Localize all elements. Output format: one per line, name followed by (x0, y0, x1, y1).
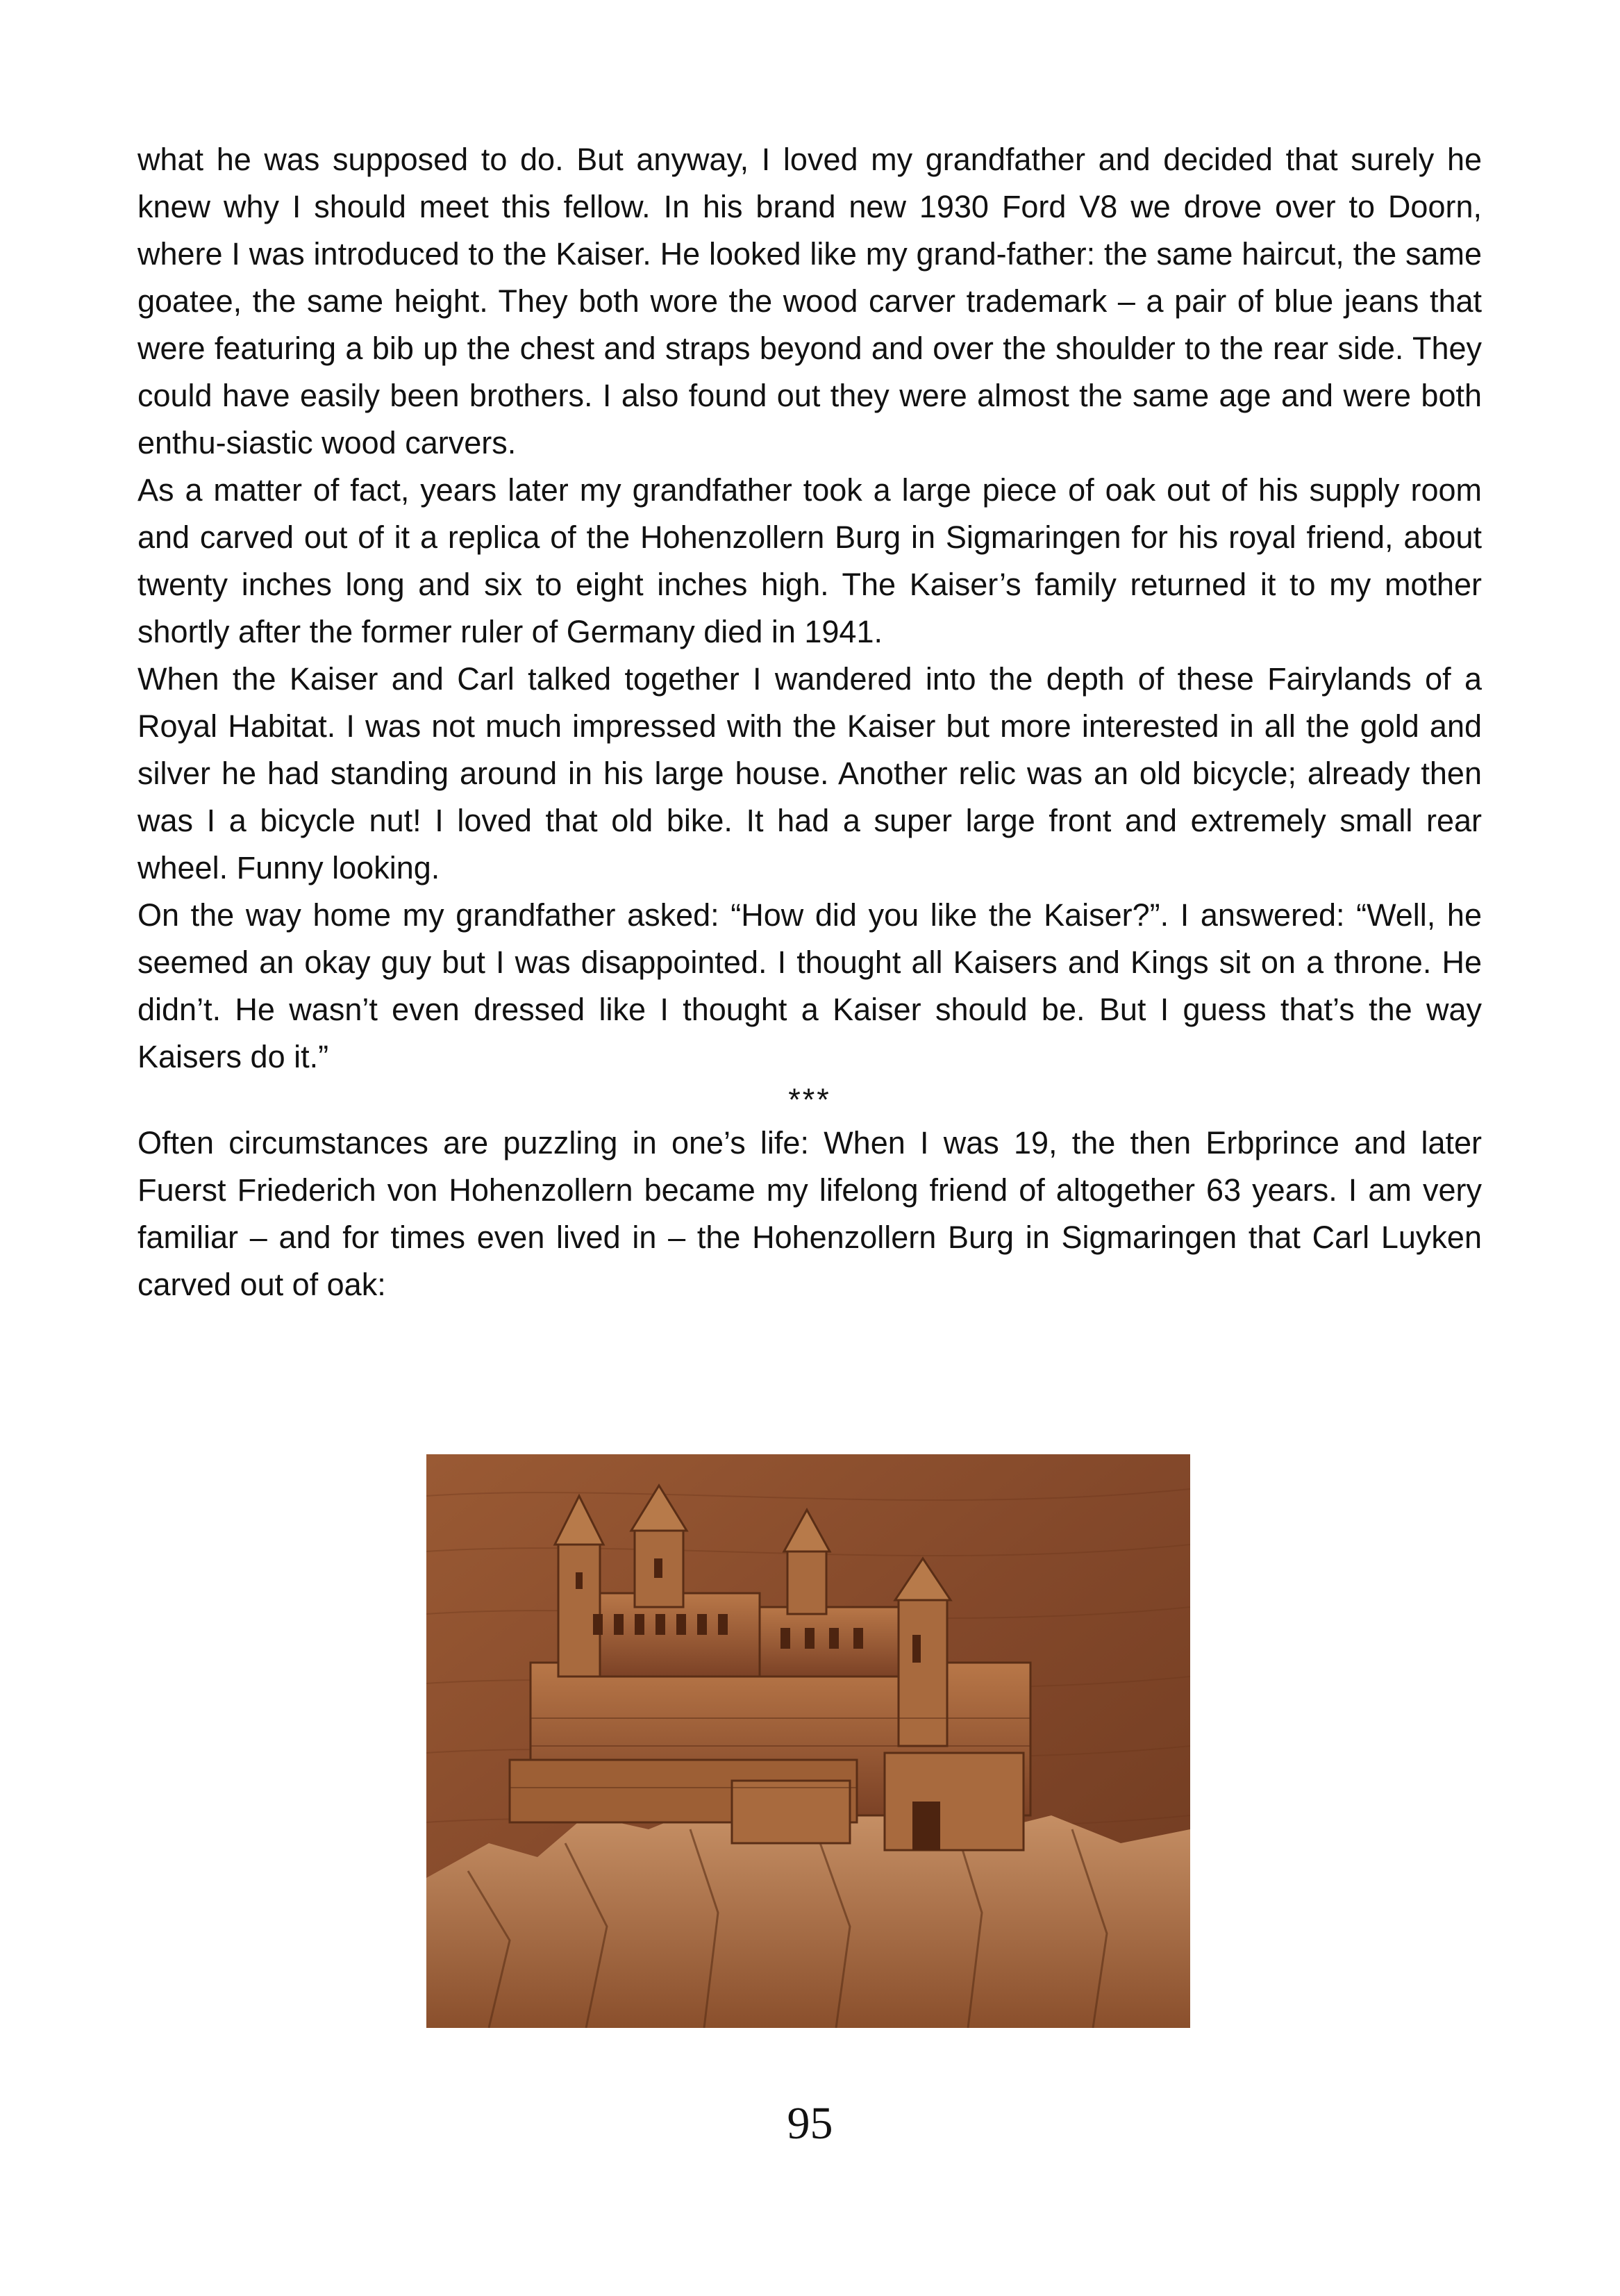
page-number: 95 (787, 2098, 833, 2149)
paragraph: As a matter of fact, years later my grandfather took a large piece of oak out of his supply room and carved out of it a replica of the Hohenzollern Burg in Sigmaringen for his royal friend, about twenty inches long and six to eight inches high. The Kaiser’s family returned it to my mother shortly after the former ruler of Germany died in 1941. (137, 472, 1482, 649)
paragraph: Often circumstances are puzzling in one’s life: When I was 19, the then Erbprince and later Fuerst Friederich von Hohenzollern became my lifelong friend of altogether 63 years. I am very familiar – and for times even lived in – the Hohenzollern Burg in Sigmaringen that Carl Luyken carved out of oak: (137, 1125, 1482, 1302)
castle-woodcarving-photo (426, 1454, 1190, 2028)
section-separator: *** (788, 1082, 831, 1117)
paragraph: On the way home my grandfather asked: “How did you like the Kaiser?”. I answered: “Well, he seemed an okay guy but I was disappointed. I thought all Kaisers and Kings sit on a throne. He didn’t. He wasn’t even dressed like I thought a Kaiser should be. But I guess that’s the way Kaisers do it.” (137, 897, 1482, 1074)
paragraph: what he was supposed to do. But anyway, I loved my grandfather and decided that surely he knew why I should meet this fellow. In his brand new 1930 Ford V8 we drove over to Doorn, where I was introduced to the Kaiser. He looked like my grand-father: the same haircut, the same goatee, the same height. They both wore the wood carver trademark – a pair of blue jeans that were featuring a bib up the chest and straps beyond and over the shoulder to the rear side. They could have easily been brothers. I also found out they were almost the same age and were both enthu-siastic wood carvers. (137, 142, 1482, 460)
paragraph: When the Kaiser and Carl talked together I wandered into the depth of these Fairylands of a Royal Habitat. I was not much impressed with the Kaiser but more interested in all the gold and silver he had standing around in his large house. Another relic was an old bicycle; already then was I a bicycle nut! I loved that old bike. It had a super large front and extremely small rear wheel. Funny looking. (137, 661, 1482, 885)
body-text (137, 136, 1482, 1308)
